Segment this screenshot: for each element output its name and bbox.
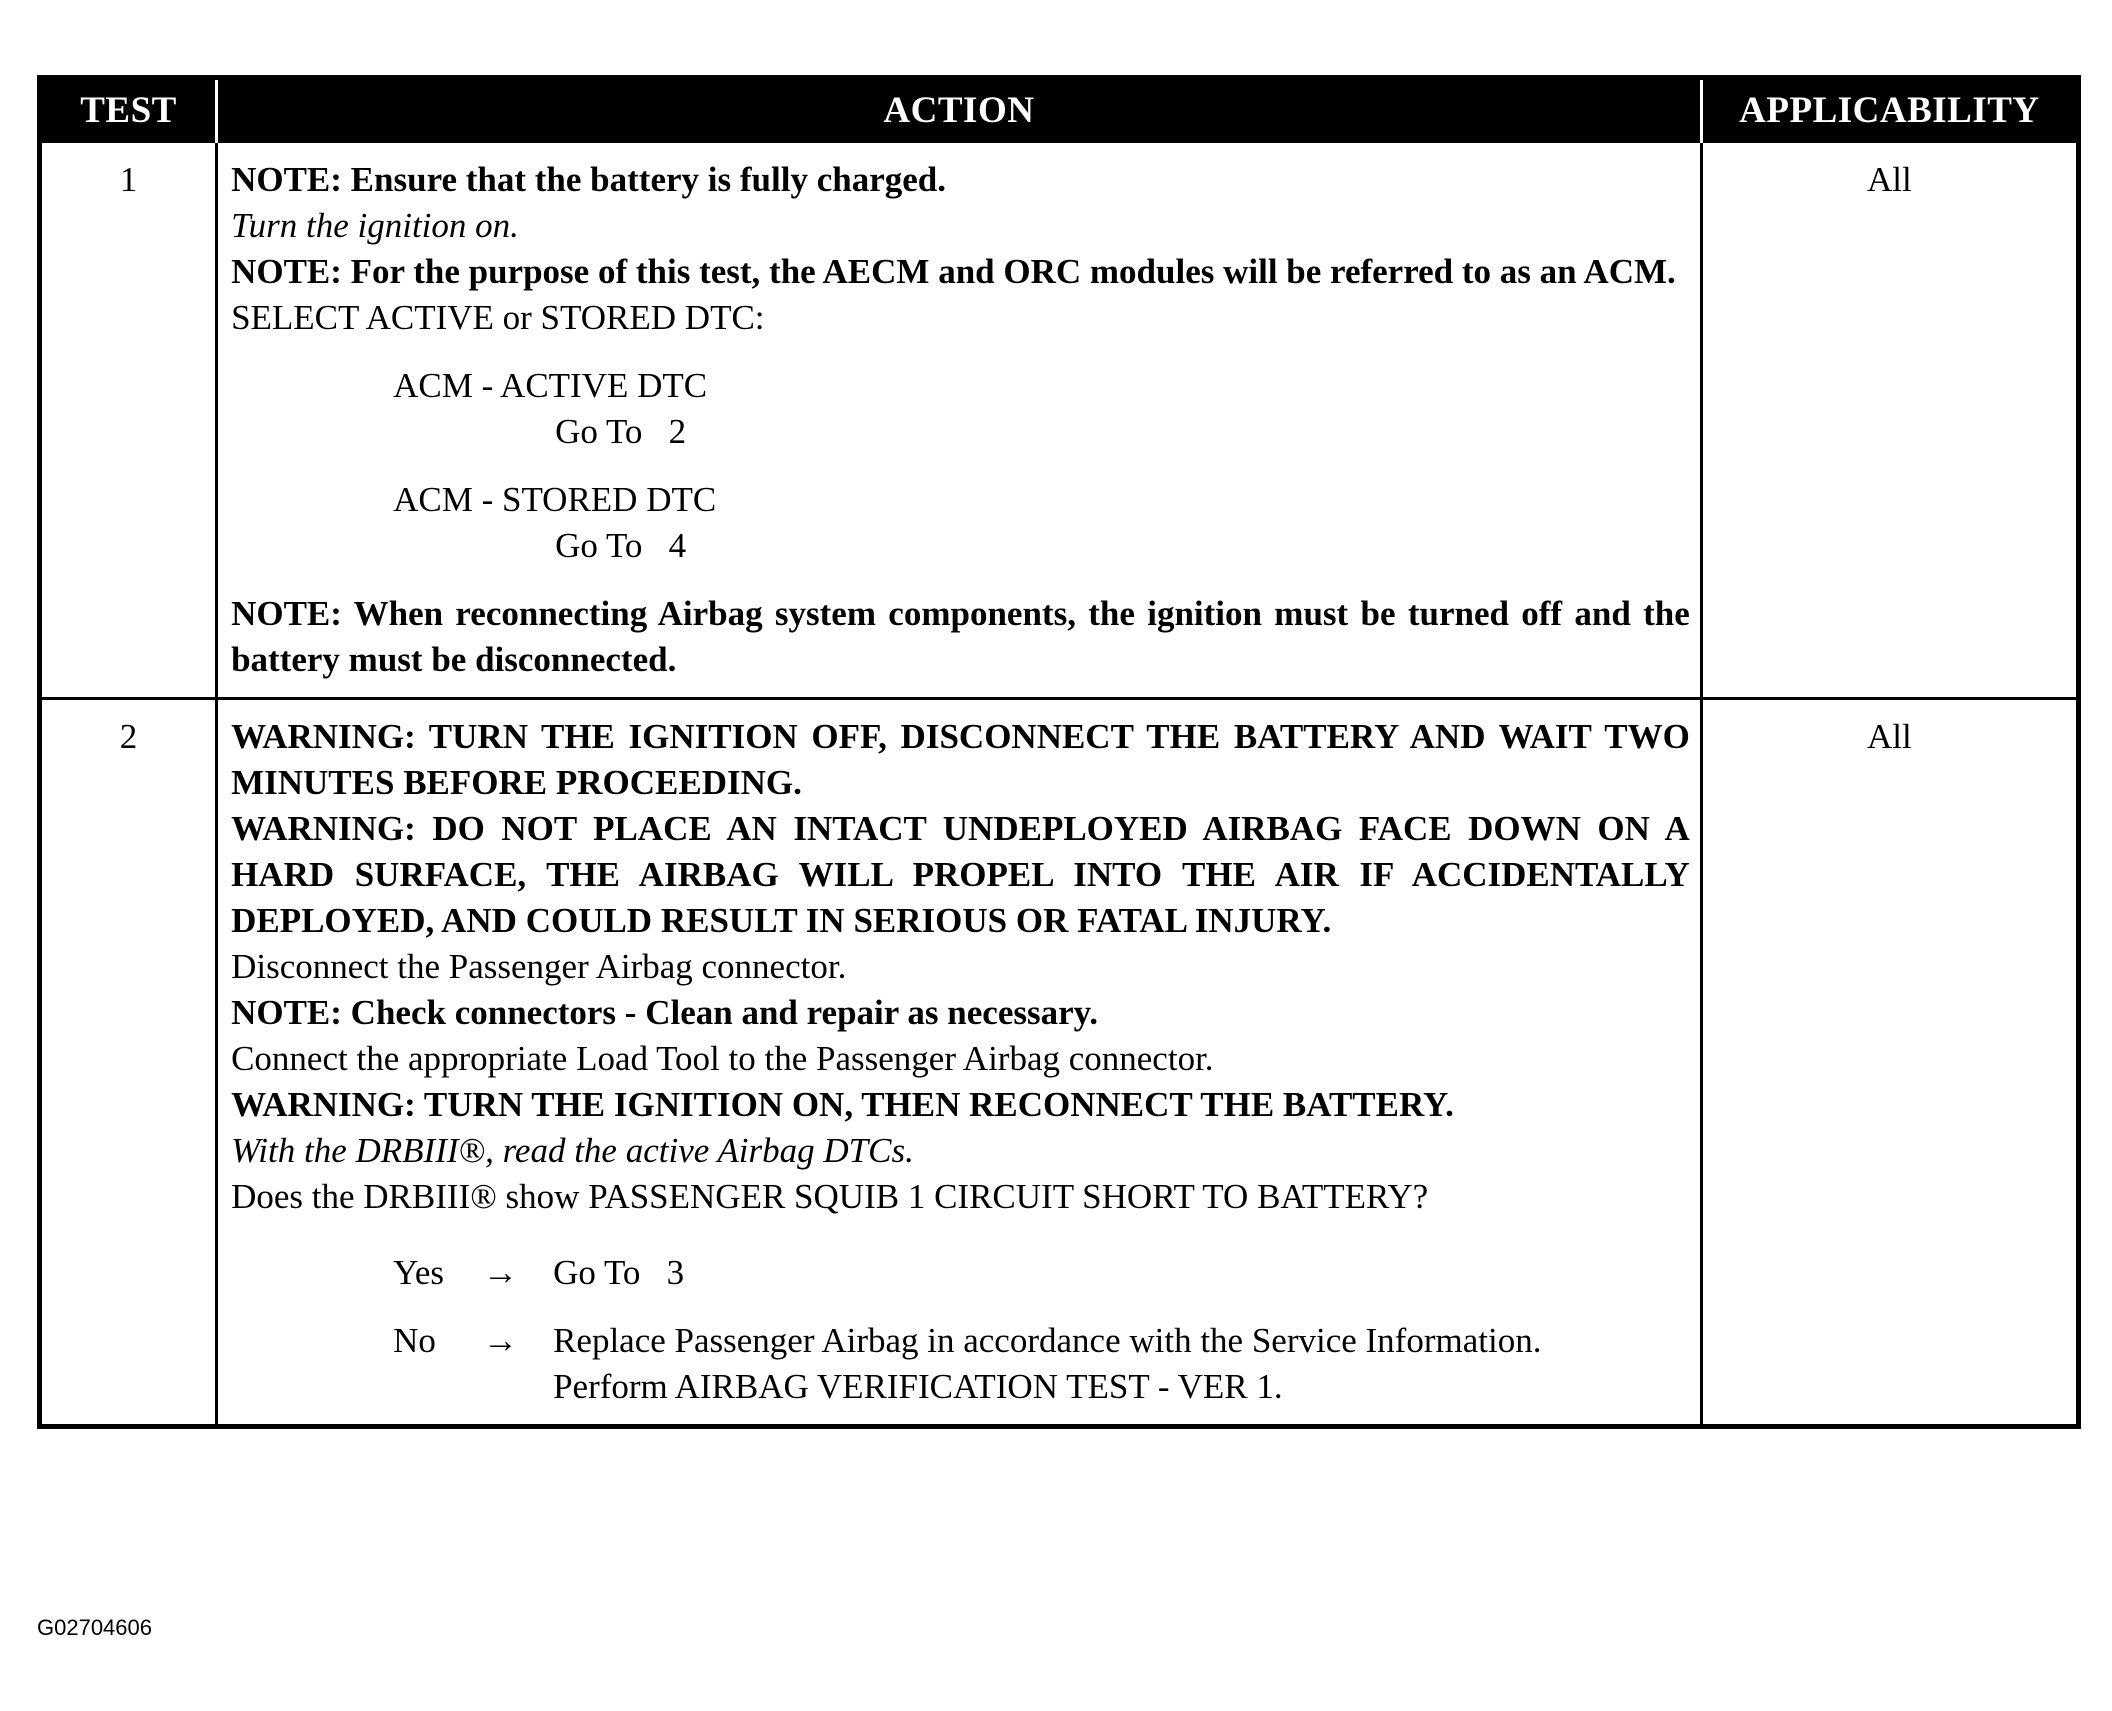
option-text-secondary: Perform AIRBAG VERIFICATION TEST - VER 1. <box>553 1367 1283 1406</box>
header-applicability: APPLICABILITY <box>1701 78 2078 142</box>
option-no <box>393 1318 1690 1410</box>
step-ignition-on: Turn the ignition on. <box>231 206 519 245</box>
action-cell <box>217 699 1702 1427</box>
applicability-value: All <box>1701 142 2078 699</box>
arrow-right-icon: → <box>483 1253 519 1292</box>
step-connect-load-tool: Connect the appropriate Load Tool to the Passenger Airbag connector. <box>231 1039 1214 1078</box>
option-text: Go To 3 <box>553 1253 685 1292</box>
option-text-group <box>553 1318 1690 1410</box>
branch-label: ACM - ACTIVE DTC <box>393 366 708 405</box>
header-action: ACTION <box>217 78 1702 142</box>
note-check-connectors: NOTE: Check connectors - Clean and repair as necessary. <box>231 993 1098 1032</box>
note-reconnecting: NOTE: When reconnecting Airbag system components, the ignition must be turned off and the battery must be disconnected. <box>231 594 1690 679</box>
warning-ignition-off: WARNING: TURN THE IGNITION OFF, DISCONNECT THE BATTERY AND WAIT TWO MINUTES BEFORE PROCEEDING. <box>231 717 1690 802</box>
table-row-test-1 <box>40 142 2079 699</box>
applicability-value: All <box>1701 699 2078 1427</box>
step-read-dtcs: With the DRBIII®, read the active Airbag DTCs. <box>231 1131 914 1170</box>
option-label: Yes <box>393 1253 445 1292</box>
note-battery-charged: NOTE: Ensure that the battery is fully charged. <box>231 160 946 199</box>
option-text: Replace Passenger Airbag in accordance with the Service Information. <box>553 1321 1542 1360</box>
option-yes <box>393 1250 1690 1296</box>
branch-stored-dtc <box>393 477 1690 569</box>
branch-label: ACM - STORED DTC <box>393 480 717 519</box>
step-disconnect-airbag: Disconnect the Passenger Airbag connector. <box>231 947 847 986</box>
test-number: 1 <box>40 142 217 699</box>
question-squib-short: Does the DRBIII® show PASSENGER SQUIB 1 CIRCUIT SHORT TO BATTERY? <box>231 1177 1429 1216</box>
branch-active-dtc <box>393 363 1690 455</box>
table-header-row <box>40 78 2079 142</box>
action-cell <box>217 142 1702 699</box>
step-select-dtc: SELECT ACTIVE or STORED DTC: <box>231 298 765 337</box>
test-number: 2 <box>40 699 217 1427</box>
arrow-right-icon: → <box>483 1321 519 1360</box>
header-test: TEST <box>40 78 217 142</box>
warning-ignition-on: WARNING: TURN THE IGNITION ON, THEN RECONNECT THE BATTERY. <box>231 1085 1454 1124</box>
branch-goto: Go To 4 <box>555 526 687 565</box>
note-acm-definition: NOTE: For the purpose of this test, the AECM and ORC modules will be referred to as an ACM. <box>231 252 1676 291</box>
warning-airbag-face-down: WARNING: DO NOT PLACE AN INTACT UNDEPLOYED AIRBAG FACE DOWN ON A HARD SURFACE, THE AIRBAG WILL PROPEL INTO THE AIR IF ACCIDENTALLY DEPLOYED, AND COULD RESULT IN SERIOUS OR FATAL INJURY. <box>231 809 1690 940</box>
branch-goto: Go To 2 <box>555 412 687 451</box>
diagnostic-test-table <box>37 75 2081 1429</box>
figure-id: G02704606 <box>37 1615 152 1640</box>
table-row-test-2 <box>40 699 2079 1427</box>
option-label: No <box>393 1321 436 1360</box>
